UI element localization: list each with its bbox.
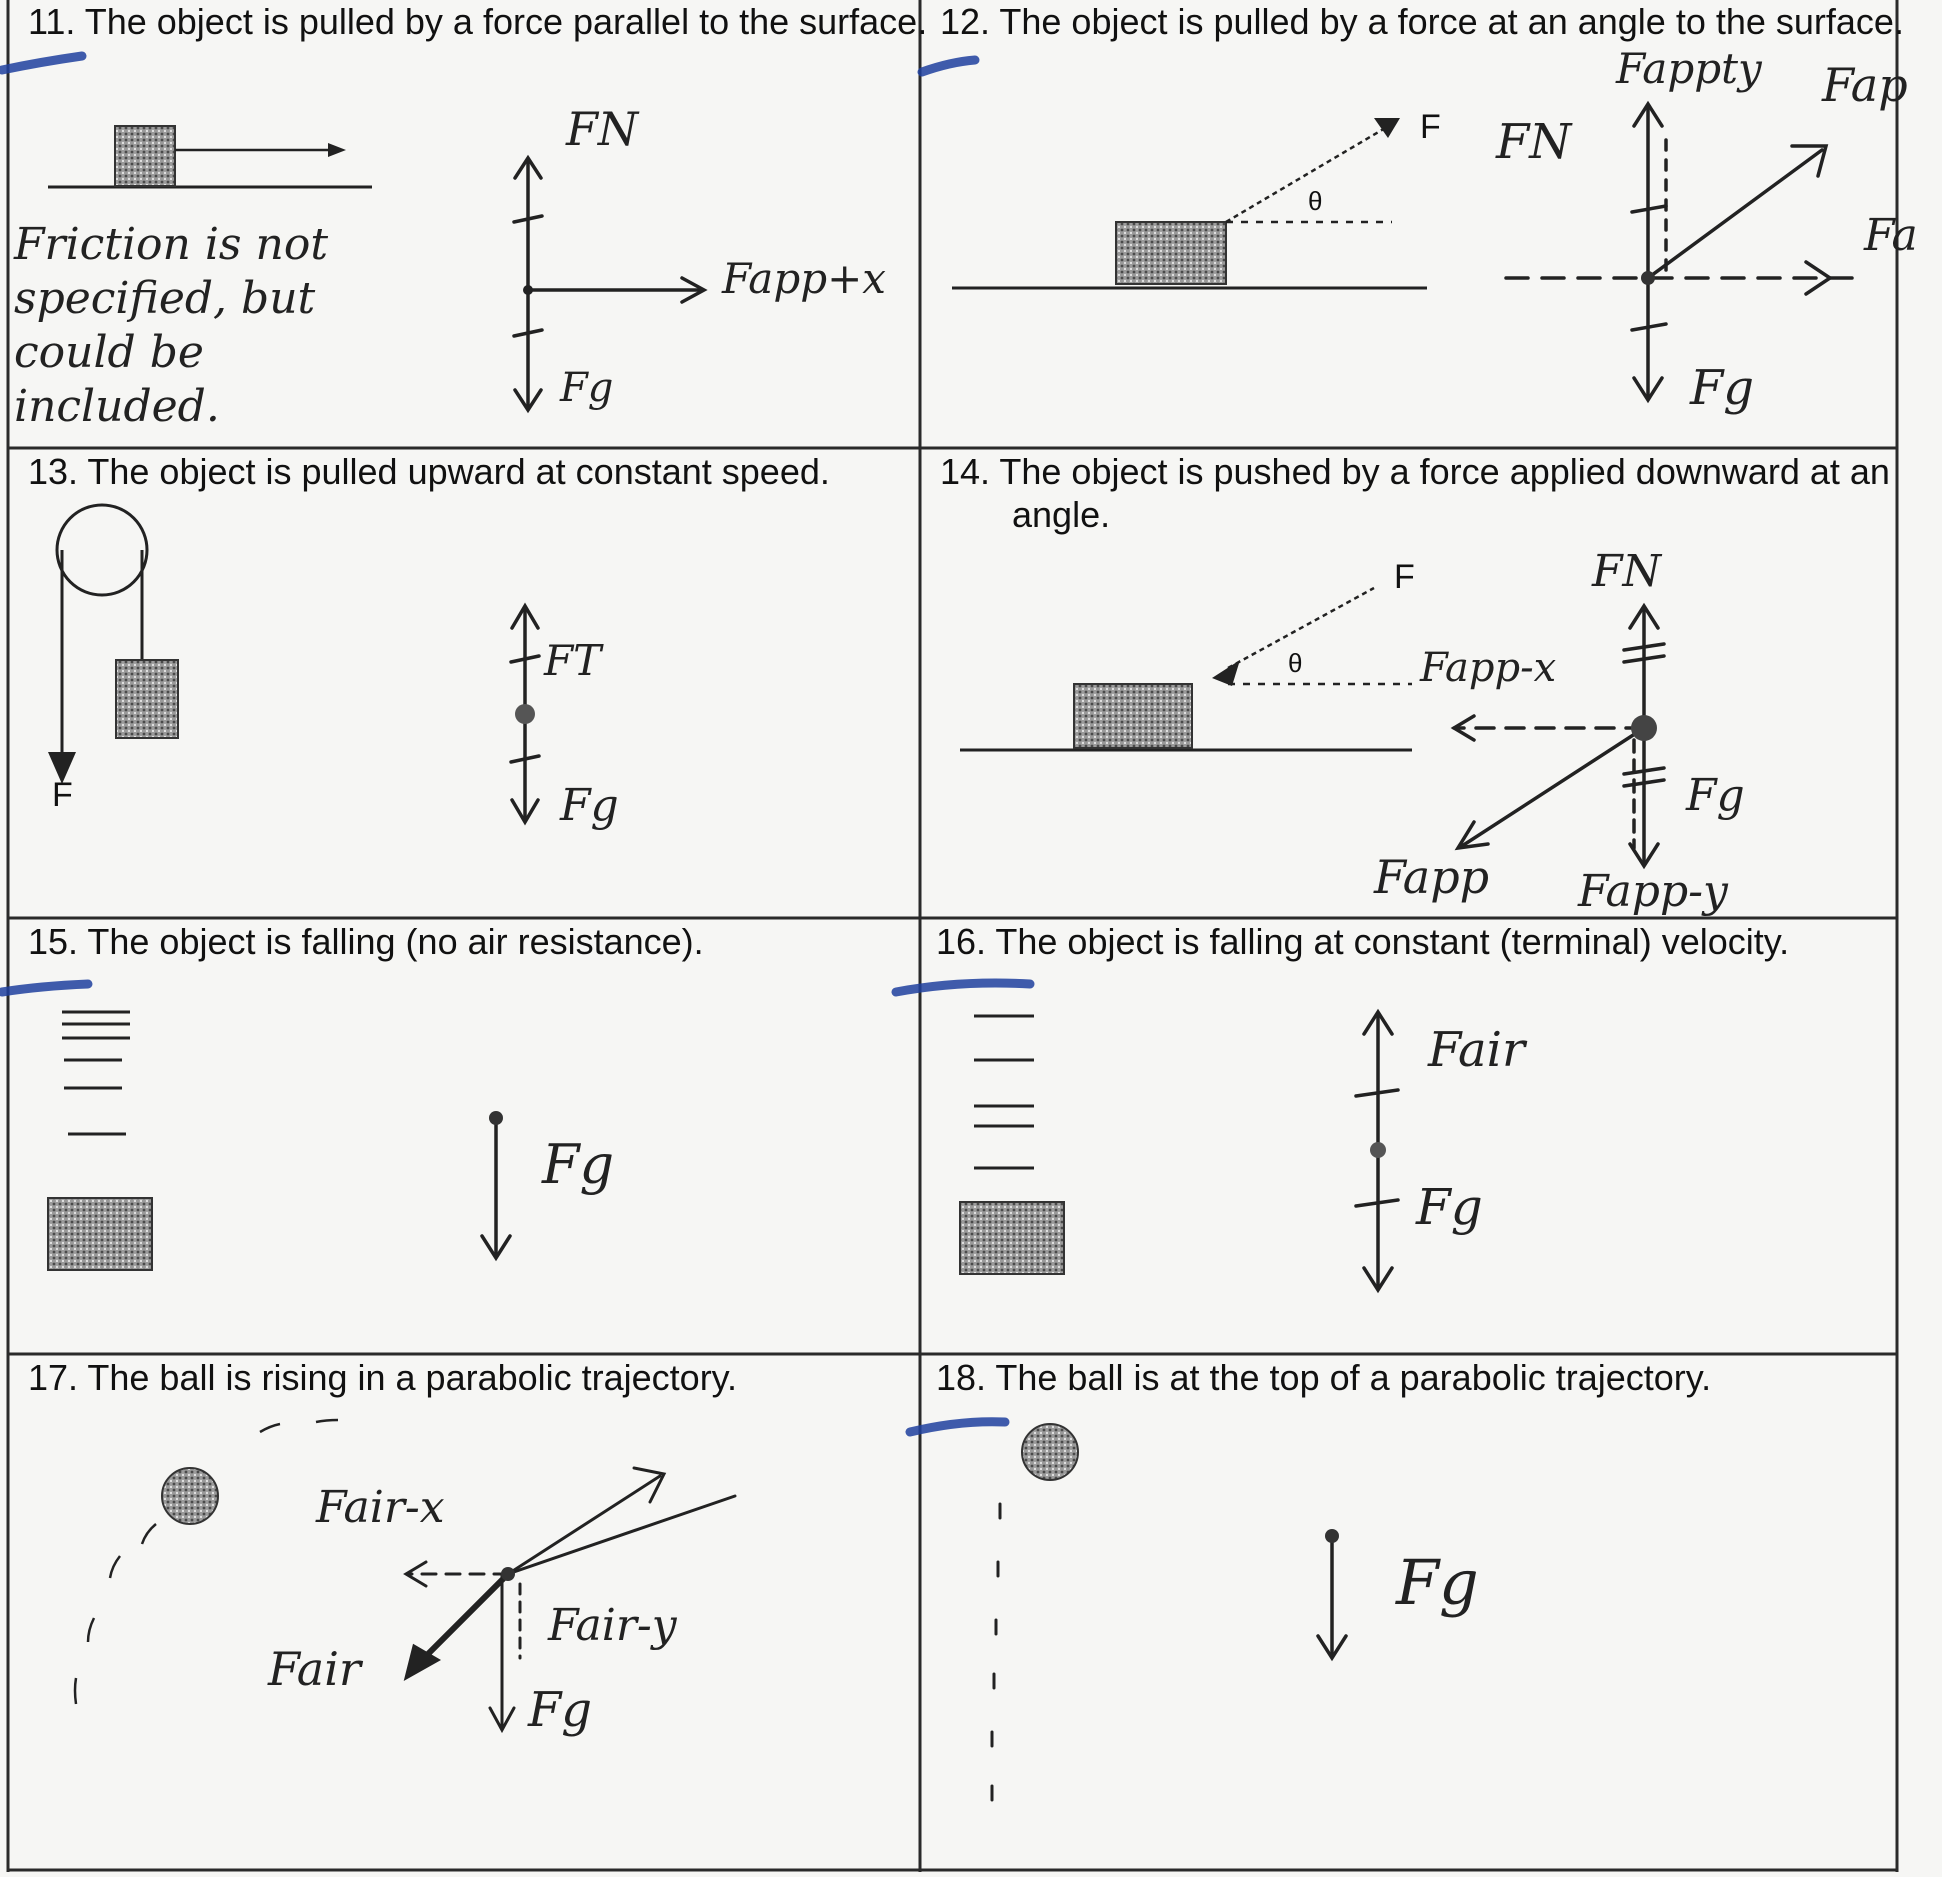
fg-label: Fg: [1690, 360, 1755, 416]
theta-label: θ: [1308, 186, 1323, 216]
problem-12: [922, 0, 1918, 446]
problem-17: [10, 1356, 918, 1868]
fg-label: Fg: [528, 1682, 593, 1738]
fappx-label: Fa: [1864, 210, 1918, 261]
problem-13-text: 13. The object is pulled upward at constant speed.: [28, 451, 830, 492]
problem-17-sketch: [10, 1356, 918, 1868]
problem-14: [922, 450, 1896, 916]
friction-note: Friction is not specified, but could be included.: [14, 219, 328, 432]
fn-label: FN: [1496, 114, 1572, 170]
problem-14-sketch: [922, 450, 1896, 916]
force-label: F: [52, 776, 73, 814]
fn-label: FN: [566, 102, 639, 156]
theta-label: θ: [1288, 648, 1303, 678]
fg-label: Fg: [560, 365, 614, 411]
fn-label: FN: [1592, 546, 1662, 597]
fapp-label: Fapp: [1374, 850, 1490, 904]
fapp-label: Fapp+x: [722, 254, 886, 303]
force-label: F: [1394, 558, 1415, 596]
problem-16: [922, 920, 1896, 1352]
ft-label: FT: [544, 636, 602, 685]
fg-label: Fg: [1686, 770, 1745, 821]
problem-15-sketch: [10, 920, 918, 1352]
fair-label: Fair: [1428, 1022, 1525, 1078]
problem-15: [10, 920, 918, 1352]
fg-label: Fg: [560, 780, 619, 831]
problem-11: [10, 0, 928, 446]
problem-12-text: 12. The object is pulled by a force at an angle to the surface.: [940, 1, 1904, 42]
fappx-label: Fapp-x: [1420, 645, 1557, 691]
fg-label: Fg: [1416, 1178, 1483, 1236]
problem-15-text: 15. The object is falling (no air resistance).: [28, 921, 704, 962]
fair-label: Fair: [268, 1642, 361, 1696]
fappy-label: Fappty: [1616, 44, 1762, 93]
problem-17-text: 17. The ball is rising in a parabolic trajectory.: [28, 1357, 738, 1398]
problem-18-text: 18. The ball is at the top of a parabolic trajectory.: [936, 1357, 1712, 1398]
fairy-label: Fair-y: [548, 1600, 677, 1651]
problem-13: [10, 450, 918, 916]
fap-label: Fap: [1822, 58, 1908, 112]
problem-16-sketch: [922, 920, 1896, 1352]
problem-13-sketch: [10, 450, 918, 916]
problem-14-text: 14. The object is pushed by a force applied downward at an angle.: [940, 451, 1890, 535]
problem-18: [922, 1356, 1896, 1868]
force-label: F: [1420, 108, 1441, 146]
fairx-label: Fair-x: [316, 1482, 445, 1533]
fg-label: Fg: [542, 1133, 615, 1196]
problem-11-text: 11. The object is pulled by a force parallel to the surface.: [28, 1, 928, 42]
fappy-label: Fapp-y: [1578, 866, 1728, 917]
problem-16-text: 16. The object is falling at constant (terminal) velocity.: [936, 921, 1790, 962]
fg-label: Fg: [1396, 1546, 1479, 1619]
